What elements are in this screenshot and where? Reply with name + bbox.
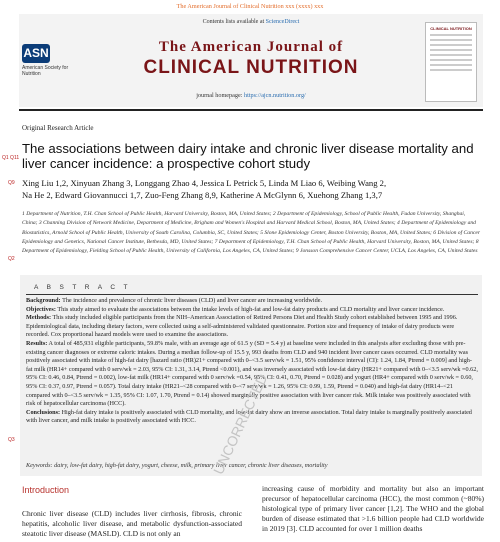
journal-title-line1: The American Journal of bbox=[158, 39, 344, 55]
asn-logo-mark: ASN bbox=[22, 44, 50, 63]
query-marker[interactable]: Q9 bbox=[8, 180, 15, 186]
homepage-link[interactable]: https://ajcn.nutrition.org/ bbox=[244, 92, 306, 99]
asn-logo[interactable] bbox=[22, 44, 72, 77]
abstract-conclusions: Conclusions: High-fat dairy intake is positively associated with CLD mortality, and low-fat dairy show an inverse association. Total dairy intake is marginally positively associated with liver cancer, and milk intake is positively associated with HCC. bbox=[26, 408, 472, 425]
abstract-methods: Methods: This study included eligible participants from the NIH–American Association of Retired Persons Diet and Health Study cohort established between 1995 and 1996. Epidemiological data, including dietary factors, were collected using a self-administered validated questionnaire. Portion size and frequency of intake of dairy products were recorded. Cox proportional hazard models were used to examine the associations. bbox=[26, 314, 458, 339]
header-rule bbox=[19, 109, 483, 111]
intro-paragraph: Chronic liver disease (CLD) includes liver cirrhosis, fibrosis, chronic hepatitis, alcoholic liver disease, and metabolic dysfunction-associated steatotic liver disease (MASLD). CLD is not only an bbox=[22, 509, 242, 538]
query-marker[interactable]: Q1 Q11 bbox=[2, 155, 20, 161]
journal-homepage: journal homepage: https://ajcn.nutrition.org/ bbox=[196, 92, 306, 99]
abstract-rule bbox=[26, 294, 478, 295]
author-line[interactable]: Xing Liu 1,2, Xinyuan Zhang 3, Longgang Zhao 4, Jessica L Petrick 5, Linda M Liao 6, Weibing Wang 2, bbox=[22, 178, 387, 188]
sciencedirect-link[interactable]: ScienceDirect bbox=[265, 19, 300, 25]
intro-heading: Introduction bbox=[22, 485, 70, 495]
abstract-objectives: Objectives: This study aimed to evaluate the associations between the intake levels of high-fat and low-fat dairy products and CLD mortality and liver cancer incidence. bbox=[26, 305, 445, 313]
journal-running-header: The American Journal of Clinical Nutrition xxx (xxxx) xxx bbox=[176, 3, 324, 10]
abstract-background: Background: The incidence and prevalence of chronic liver diseases (CLD) and liver cancer are increasing worldwide. bbox=[26, 297, 322, 304]
author-line[interactable]: Na He 2, Edward Giovannucci 1,7, Zuo-Feng Zhang 8,9, Katherine A McGlynn 6, Xuehong Zhang 1,3,7 bbox=[22, 189, 383, 200]
query-marker[interactable]: Q3 bbox=[8, 437, 15, 443]
abstract-heading: A B S T R A C T bbox=[34, 284, 131, 291]
contents-line: Contents lists available at ScienceDirect bbox=[202, 19, 300, 25]
journal-title-line2: CLINICAL NUTRITION bbox=[143, 57, 359, 78]
intro-left-column bbox=[22, 485, 242, 539]
author-list bbox=[22, 178, 482, 201]
journal-header bbox=[19, 14, 483, 107]
keywords: Keywords: dairy, low-fat dairy, high-fat dairy, yogurt, cheese, milk, primary liver cancer, chronic liver diseases, mortality bbox=[26, 462, 328, 469]
affiliations: 1 Department of Nutrition, T.H. Chan School of Public Health, Harvard University, Boston, MA, United States; 2 Department of Epidemiology, School of Public Health, Fudan University, Shanghai, China; 3 Channing Division of Network Medicine, Department of Medicine, Brigham and Women's Hospital and Harvard Medical School, Boston, MA, United States; 4 Department of Epidemiology and Biostatistics, Arnold School of Public Health, University of South Carolina, Columbia, SC, United States; 5 Slone Epidemiology Center, Boston University, Boston, MA, United States; 6 Division of Cancer Epidemiology and Genetics, National Cancer Institute, Bethesda, MD, United States; 7 Department of Epidemiology, T.H. Chan School of Public Health, Harvard University, Boston, MA, United States; 8 Department of Epidemiology, Fielding School of Public Health, University of California, Los Angeles, CA, United States; 9 Jonsson Comprehensive Cancer Center, UCLA, Los Angeles, CA, United States bbox=[22, 211, 481, 255]
cover-title: CLINICAL NUTRITION bbox=[430, 26, 472, 31]
abstract-results: Results: A total of 485,931 eligible participants, 59.8% male, with an average age of 61.5 y (SD = 5.4 y) at baseline were included in this analysis after excluding those with pre-existing cancer diagnoses or extreme caloric intakes. During a median follow-up of 15.5 y, 993 deaths from CLD and 940 incident liver cancer cases occurred. CLD mortality was positively associated with intake of high-fat dairy [hazard ratio (HR)21+ compared with 0–<3.5 serv/wk = 1.51, 95% confidence interval (CI): 1.24, 1.84, Ptrend = 0.009] and high-fat milk (HR14+ compared with 0 serv/wk = 2.03, 95% CI: 1.31, 3.14, Ptrend <0.001), and was inversely associated with low-fat dairy (HR21+ compared with 0–<3.5 serv/wk =0.62, 95% CI: 0.46, 0.84, Ptrend = 0.002), low-fat milk (HR14+ compared with 0 serv/wk =0.54, 95% CI: 0.41, 0.70, Ptrend = 0.028) and yogurt (HR4+ compared with 0 serv/wk = 0.60, 95% CI: 0.37, 0.97, Ptrend = 0.057). Total dairy intake (HR21–<28 compared with 0–<7 serv/wk = 1.26, 95% CI: 0.99, 1.59, Ptrend = 0.040) and high-fat dairy (HR14–<21 compared with 0–<3.5 serv/wk = 1.35, 95% CI: 1.07, 1.70, Ptrend = 0.14) showed marginally positive association with liver cancer risk. Milk intake was positively associated with risk of hepatocellular carcinoma (HCC). bbox=[26, 339, 478, 408]
intro-right-column: increasing cause of morbidity and mortality but also an important precursor of hepatocellular carcinoma (HCC), the most common (~80%) histological type of primary liver cancer [1,2]. The WHO and the global burden of disease estimated that >1.6 billion people had CLD worldwide in 2019 [3]. CLD accounted for over 1 million deaths bbox=[262, 484, 484, 533]
query-marker[interactable]: Q2 bbox=[8, 256, 15, 262]
journal-cover-thumbnail[interactable] bbox=[425, 22, 477, 102]
article-title: The associations between dairy intake and chronic liver disease mortality and liver cancer incidence: a prospective cohort study bbox=[22, 141, 474, 171]
asn-logo-org: American Society for Nutrition bbox=[22, 65, 69, 77]
article-type: Original Research Article bbox=[22, 124, 94, 132]
